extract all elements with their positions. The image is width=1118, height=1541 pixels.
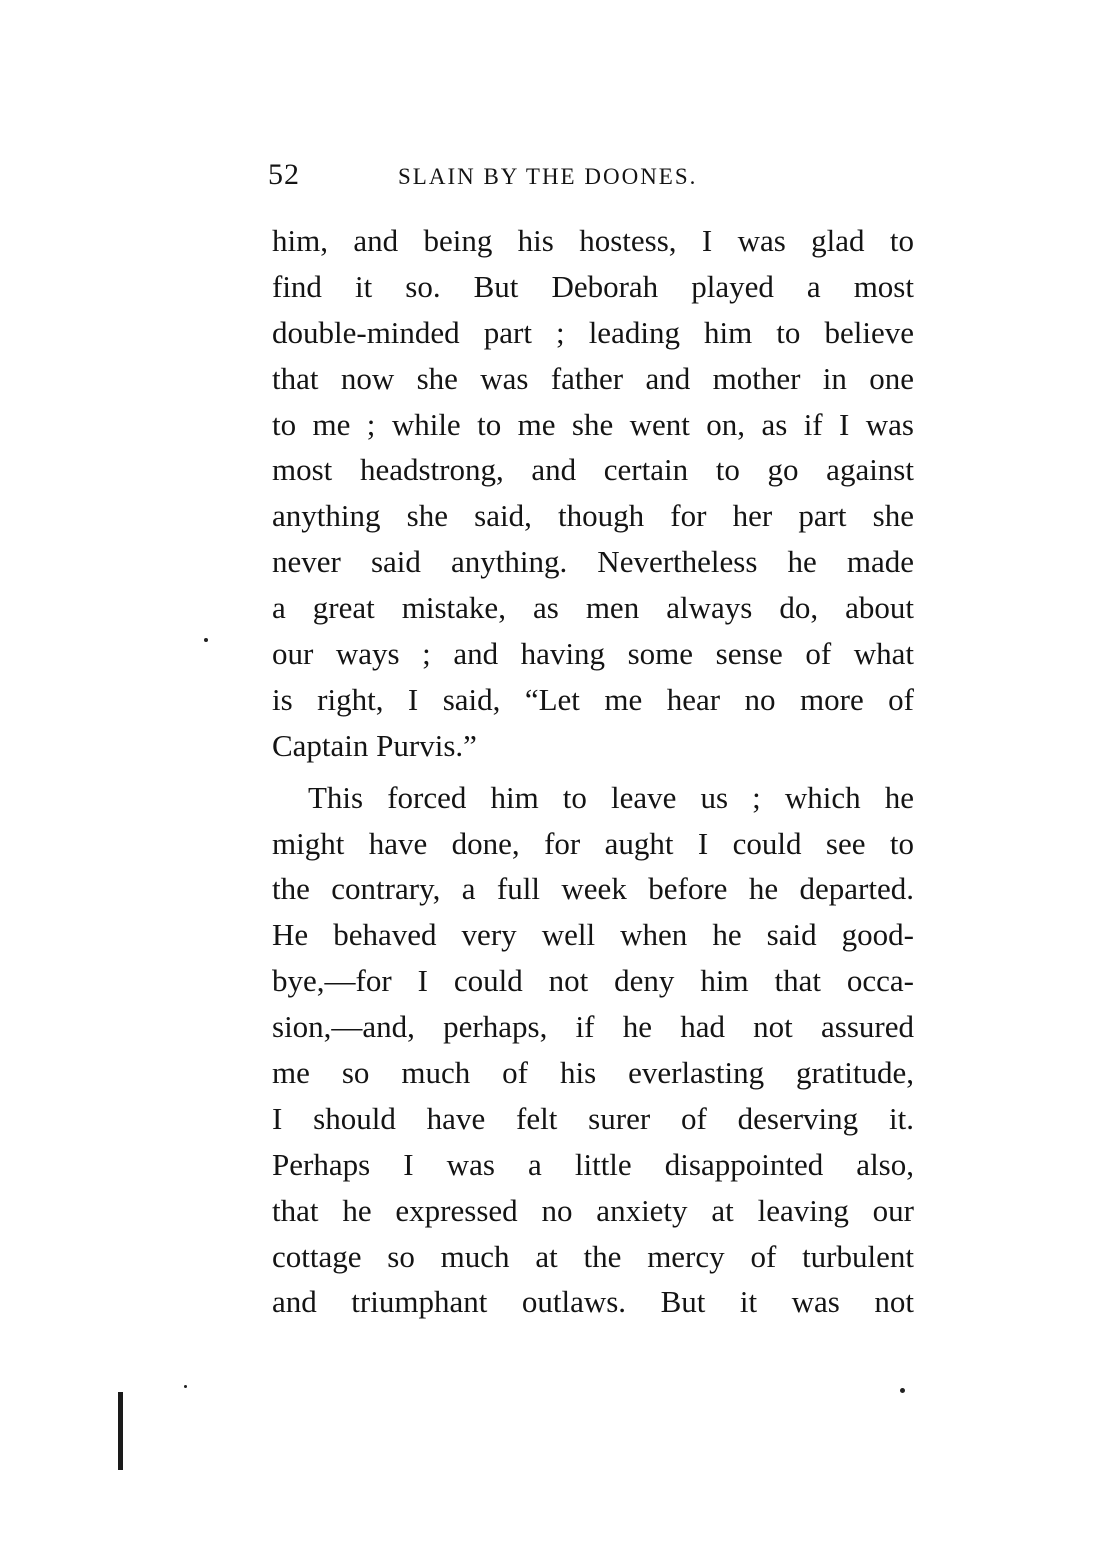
text-line: This forced him to leave us ; which he [308, 779, 914, 815]
text-line: I should have felt surer of deserving it. [272, 1100, 914, 1136]
text-line: sion,—and, perhaps, if he had not assured [272, 1009, 914, 1045]
text-line: most headstrong, and certain to go against [272, 452, 914, 488]
scan-speck [184, 1385, 187, 1388]
scan-speck [204, 638, 208, 642]
text-line: bye,—for I could not deny him that occa- [272, 963, 914, 999]
text-line: double-minded part ; leading him to believe [272, 314, 914, 350]
text-line: anything she said, though for her part she [272, 498, 914, 534]
text-line: him, and being his hostess, I was glad to [272, 223, 914, 258]
scan-edge-mark [118, 1392, 123, 1470]
text-line: Captain Purvis.” [272, 727, 477, 763]
text-line: a great mistake, as men always do, about [272, 590, 914, 626]
text-line: our ways ; and having some sense of what [272, 636, 914, 672]
body-text [272, 218, 914, 1325]
text-line: never said anything. Nevertheless he made [272, 544, 914, 580]
text-line: Perhaps I was a little disappointed also, [272, 1146, 914, 1182]
scan-speck [900, 1388, 905, 1393]
running-title: SLAIN BY THE DOONES. [398, 164, 698, 189]
text-line: that now she was father and mother in one [272, 360, 914, 396]
text-line: the contrary, a full week before he departed. [272, 871, 914, 907]
text-line: He behaved very well when he said good- [272, 917, 914, 953]
text-line: find it so. But Deborah played a most [272, 268, 914, 304]
text-line: to me ; while to me she went on, as if I was [272, 406, 914, 442]
text-line: and triumphant outlaws. But it was not [272, 1284, 914, 1320]
page-number: 52 [268, 158, 300, 191]
text-line: cottage so much at the mercy of turbulent [272, 1238, 914, 1274]
text-line: is right, I said, “Let me hear no more of [272, 681, 914, 717]
text-line: might have done, for aught I could see to [272, 825, 914, 861]
page-header [268, 158, 918, 202]
text-line: me so much of his everlasting gratitude, [272, 1055, 914, 1091]
text-line: that he expressed no anxiety at leaving our [272, 1192, 914, 1228]
